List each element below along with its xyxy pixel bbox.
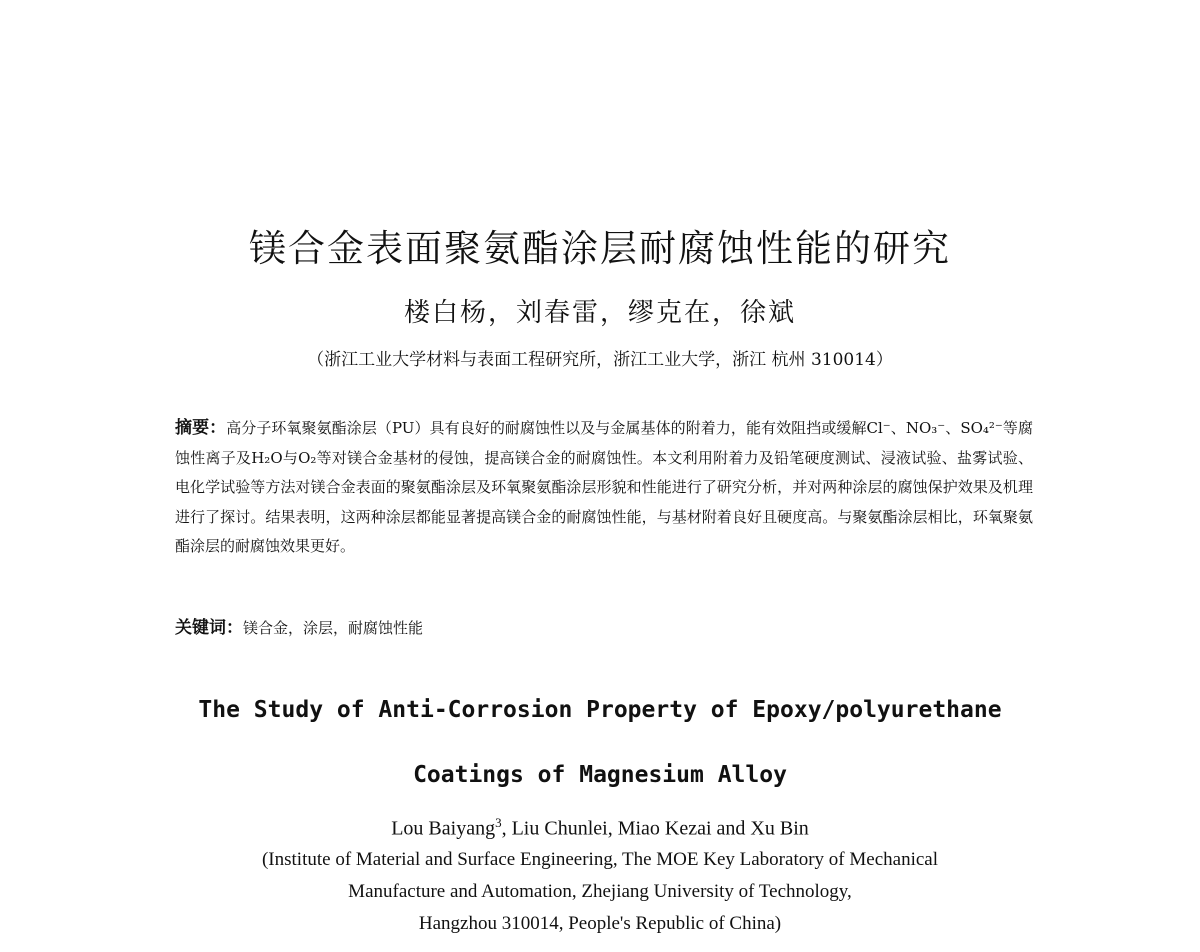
english-author-first: Lou Baiyang bbox=[391, 817, 496, 840]
keywords-label: 关键词： bbox=[175, 618, 243, 638]
chinese-authors: 楼白杨，刘春雷，缪克在，徐斌 bbox=[403, 298, 796, 328]
english-authors bbox=[0, 815, 1200, 841]
english-authors-rest: , Liu Chunlei, Miao Kezai and Xu Bin bbox=[501, 817, 809, 840]
english-title-line2: Coatings of Magnesium Alloy bbox=[413, 762, 787, 788]
abstract-label: 摘要： bbox=[175, 418, 227, 438]
chinese-title: 镁合金表面聚氨酯涂层耐腐蚀性能的研究 bbox=[249, 227, 951, 270]
abstract-text: 高分子环氧聚氨酯涂层（PU）具有良好的耐腐蚀性以及与金属基体的附着力，能有效阻挡或缓解Cl⁻、NO₃⁻、SO₄²⁻等腐蚀性离子及H₂O与O₂等对镁合金基材的侵蚀，提高镁合金的耐腐蚀性。本文利用附着力及铅笔硬度测试、浸液试验、盐雾试验、电化学试验等方法对镁合金表面的聚氨酯涂层及环氧聚氨酯涂层形貌和性能进行了研究分析，并对两种涂层的腐蚀保护效果及机理进行了探讨。结果表明，这两种涂层都能显著提高镁合金的耐腐蚀性能，与基材附着良好且硬度高。与聚氨酯涂层相比，环氧聚氨酯涂层的耐腐蚀效果更好。 bbox=[175, 419, 1033, 555]
english-affiliation-line1: (Institute of Material and Surface Engineering, The MOE Key Laboratory of Mechanical bbox=[261, 849, 938, 870]
chinese-keywords bbox=[175, 614, 1033, 643]
author-footnote-mark: 3 bbox=[495, 815, 502, 830]
english-affiliation-line3: Hangzhou 310014, People's Republic of China) bbox=[418, 913, 782, 934]
chinese-affiliation: （浙江工业大学材料与表面工程研究所，浙江工业大学，浙江 杭州 310014） bbox=[307, 350, 893, 370]
chinese-abstract bbox=[175, 414, 1033, 562]
english-title-line1: The Study of Anti-Corrosion Property of Epoxy/polyurethane bbox=[198, 697, 1002, 723]
keywords-text: 镁合金，涂层，耐腐蚀性能 bbox=[243, 619, 424, 637]
english-affiliation-line2: Manufacture and Automation, Zhejiang University of Technology, bbox=[348, 881, 852, 902]
